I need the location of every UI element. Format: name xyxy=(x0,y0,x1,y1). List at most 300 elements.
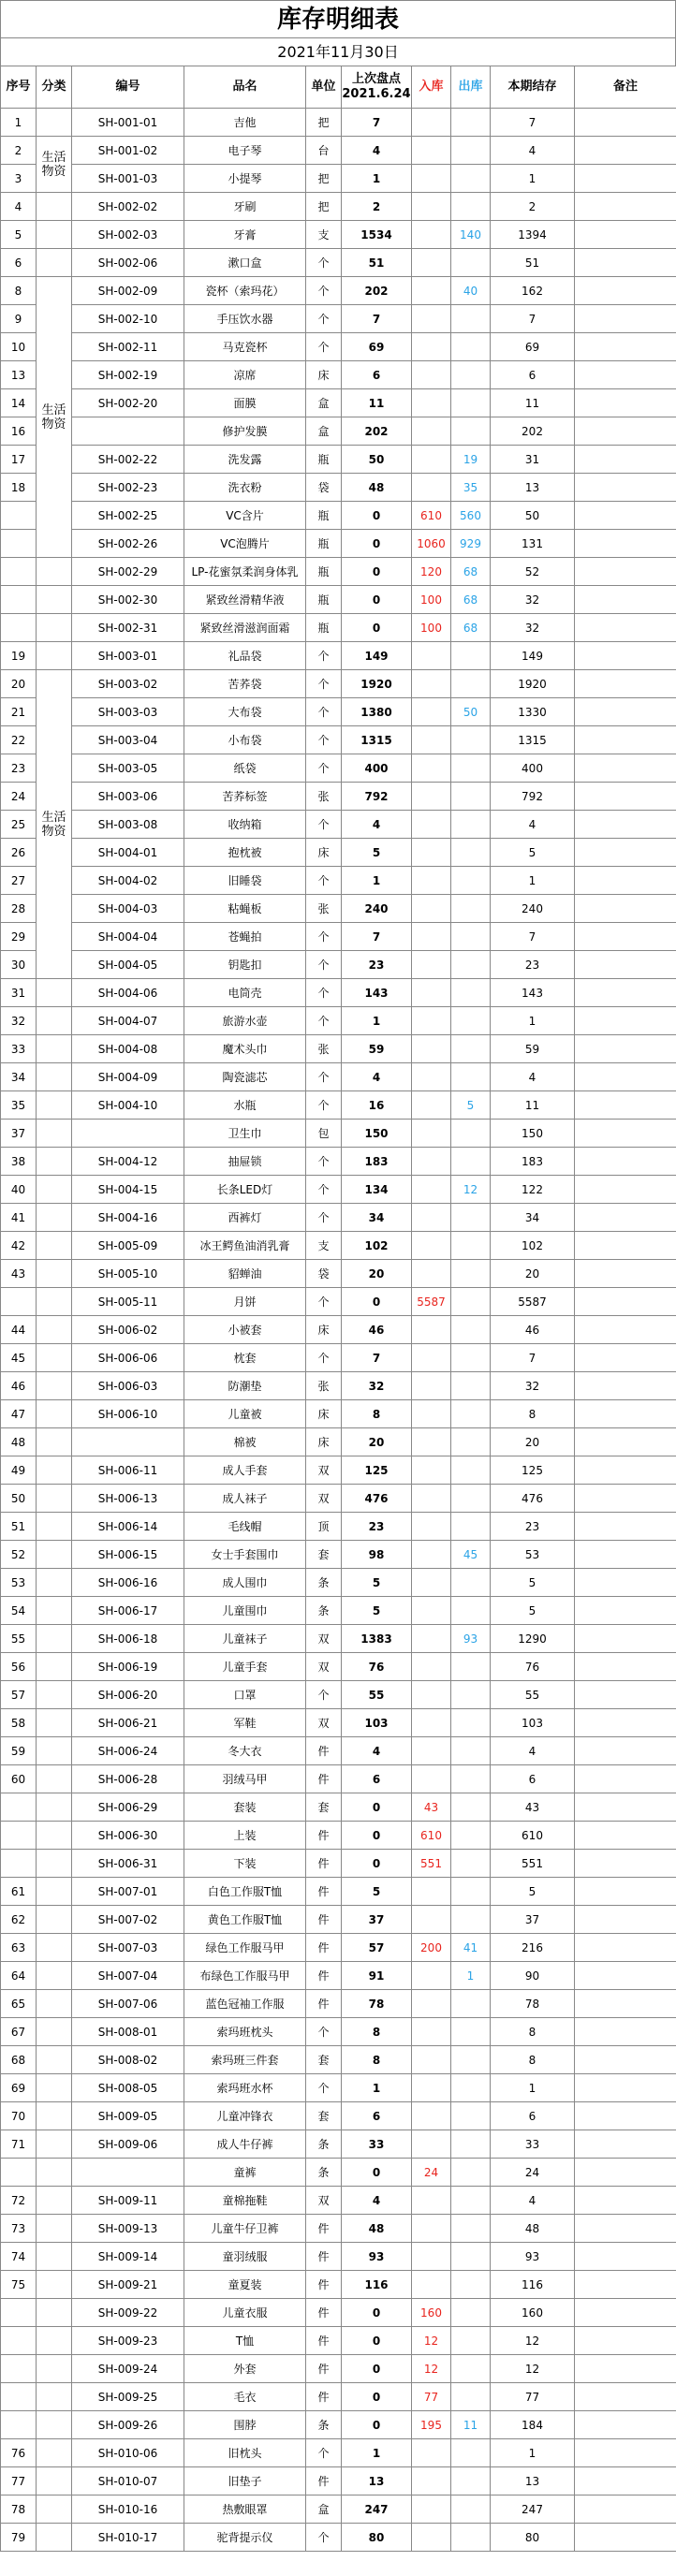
row-out xyxy=(451,1288,491,1316)
row-out xyxy=(451,2467,491,2496)
table-row xyxy=(1,783,676,811)
row-code: SH-006-28 xyxy=(72,1765,184,1793)
row-seq: 74 xyxy=(1,2243,37,2271)
row-last-count: 5 xyxy=(342,1569,412,1597)
row-seq: 64 xyxy=(1,1962,37,1990)
row-remark xyxy=(575,1765,676,1793)
row-name: 粘蝇板 xyxy=(184,895,306,923)
row-unit: 个 xyxy=(306,1063,342,1091)
row-seq: 69 xyxy=(1,2074,37,2102)
row-remark xyxy=(575,1597,676,1625)
row-category xyxy=(37,1962,72,1990)
row-name: 旧睡袋 xyxy=(184,867,306,895)
row-balance: 1290 xyxy=(491,1625,575,1653)
row-balance: 122 xyxy=(491,1176,575,1204)
row-seq: 33 xyxy=(1,1035,37,1063)
table-row xyxy=(1,726,676,754)
row-unit: 个 xyxy=(306,333,342,361)
row-in xyxy=(412,1878,451,1906)
table-row xyxy=(1,1456,676,1485)
row-remark xyxy=(575,2524,676,2552)
row-remark xyxy=(575,614,676,642)
table-row xyxy=(1,839,676,867)
row-seq xyxy=(1,2355,37,2383)
row-in xyxy=(412,2130,451,2159)
row-unit: 双 xyxy=(306,2187,342,2215)
row-last-count: 76 xyxy=(342,1653,412,1681)
row-code: SH-009-22 xyxy=(72,2299,184,2327)
row-balance: 24 xyxy=(491,2159,575,2187)
row-out: 68 xyxy=(451,586,491,614)
row-last-count: 0 xyxy=(342,2327,412,2355)
table-row xyxy=(1,109,676,137)
row-balance: 37 xyxy=(491,1906,575,1934)
row-name: 小被套 xyxy=(184,1316,306,1344)
row-out xyxy=(451,417,491,446)
row-in xyxy=(412,1400,451,1428)
row-in xyxy=(412,1007,451,1035)
row-balance: 240 xyxy=(491,895,575,923)
row-last-count: 1 xyxy=(342,165,412,193)
row-in xyxy=(412,305,451,333)
row-unit: 个 xyxy=(306,698,342,726)
row-name: 马克瓷杯 xyxy=(184,333,306,361)
row-remark xyxy=(575,726,676,754)
row-unit: 床 xyxy=(306,839,342,867)
table-row xyxy=(1,1148,676,1176)
row-balance: 1 xyxy=(491,2439,575,2467)
row-remark xyxy=(575,361,676,389)
row-code: SH-002-20 xyxy=(72,389,184,417)
table-row xyxy=(1,361,676,389)
row-unit: 件 xyxy=(306,1962,342,1990)
row-balance: 20 xyxy=(491,1428,575,1456)
row-seq: 60 xyxy=(1,1765,37,1793)
row-out xyxy=(451,867,491,895)
table-row xyxy=(1,1709,676,1737)
row-code: SH-003-05 xyxy=(72,754,184,783)
row-in: 610 xyxy=(412,1822,451,1850)
row-last-count: 0 xyxy=(342,586,412,614)
row-unit: 个 xyxy=(306,1091,342,1120)
row-last-count: 98 xyxy=(342,1541,412,1569)
row-balance: 6 xyxy=(491,2102,575,2130)
row-remark xyxy=(575,502,676,530)
row-seq xyxy=(1,1288,37,1316)
row-remark xyxy=(575,1400,676,1428)
row-remark xyxy=(575,1063,676,1091)
row-remark xyxy=(575,221,676,249)
table-row xyxy=(1,670,676,698)
row-out xyxy=(451,1906,491,1934)
row-category xyxy=(37,1765,72,1793)
table-row xyxy=(1,2383,676,2411)
table-row xyxy=(1,558,676,586)
row-last-count: 7 xyxy=(342,1344,412,1372)
table-row xyxy=(1,2243,676,2271)
row-code: SH-009-25 xyxy=(72,2383,184,2411)
row-remark xyxy=(575,558,676,586)
row-last-count: 37 xyxy=(342,1906,412,1934)
table-row xyxy=(1,1513,676,1541)
row-unit: 支 xyxy=(306,1232,342,1260)
row-unit: 个 xyxy=(306,277,342,305)
row-out: 68 xyxy=(451,558,491,586)
row-out xyxy=(451,2524,491,2552)
row-category xyxy=(37,2467,72,2496)
row-out xyxy=(451,2271,491,2299)
row-remark xyxy=(575,951,676,979)
row-category xyxy=(37,1793,72,1822)
row-seq: 51 xyxy=(1,1513,37,1541)
row-name: 套装 xyxy=(184,1793,306,1822)
row-name: 儿童冲锋衣 xyxy=(184,2102,306,2130)
row-name: 貂蝉油 xyxy=(184,1260,306,1288)
row-name: 紧致丝滑滋润面霜 xyxy=(184,614,306,642)
row-seq xyxy=(1,1793,37,1822)
row-category xyxy=(37,558,72,586)
row-remark xyxy=(575,670,676,698)
row-seq: 67 xyxy=(1,2018,37,2046)
row-in xyxy=(412,1176,451,1204)
row-name: 成人围巾 xyxy=(184,1569,306,1597)
row-in xyxy=(412,2524,451,2552)
row-code: SH-006-16 xyxy=(72,1569,184,1597)
row-category xyxy=(37,2159,72,2187)
row-code: SH-006-15 xyxy=(72,1541,184,1569)
row-remark xyxy=(575,1428,676,1456)
row-in xyxy=(412,165,451,193)
row-name: 牙刷 xyxy=(184,193,306,221)
row-seq: 73 xyxy=(1,2215,37,2243)
table-row xyxy=(1,2074,676,2102)
row-remark xyxy=(575,1204,676,1232)
row-in xyxy=(412,726,451,754)
row-unit: 床 xyxy=(306,361,342,389)
row-out xyxy=(451,1765,491,1793)
row-balance: 23 xyxy=(491,951,575,979)
row-last-count: 1380 xyxy=(342,698,412,726)
row-unit: 件 xyxy=(306,2299,342,2327)
header-unit: 单位 xyxy=(306,66,342,109)
table-row xyxy=(1,2299,676,2327)
row-category xyxy=(37,1316,72,1344)
row-code: SH-002-03 xyxy=(72,221,184,249)
row-in: 100 xyxy=(412,586,451,614)
row-unit: 件 xyxy=(306,1765,342,1793)
row-last-count: 20 xyxy=(342,1260,412,1288)
row-name: 索玛班枕头 xyxy=(184,2018,306,2046)
row-out xyxy=(451,2383,491,2411)
row-balance: 1 xyxy=(491,867,575,895)
row-category: 生活物资 xyxy=(37,277,72,558)
row-seq: 40 xyxy=(1,1176,37,1204)
row-last-count: 13 xyxy=(342,2467,412,2496)
row-unit: 个 xyxy=(306,1007,342,1035)
row-balance: 247 xyxy=(491,2496,575,2524)
row-in xyxy=(412,2018,451,2046)
row-unit: 个 xyxy=(306,2524,342,2552)
row-in xyxy=(412,193,451,221)
row-unit: 把 xyxy=(306,165,342,193)
row-code: SH-006-21 xyxy=(72,1709,184,1737)
row-unit: 双 xyxy=(306,1456,342,1485)
row-out xyxy=(451,1822,491,1850)
row-unit: 条 xyxy=(306,2159,342,2187)
row-name: 蓝色冠袖工作服 xyxy=(184,1990,306,2018)
row-code: SH-004-12 xyxy=(72,1148,184,1176)
row-in xyxy=(412,2187,451,2215)
table-row xyxy=(1,2327,676,2355)
row-out xyxy=(451,1793,491,1822)
row-balance: 20 xyxy=(491,1260,575,1288)
row-last-count: 4 xyxy=(342,1737,412,1765)
row-name: 毛衣 xyxy=(184,2383,306,2411)
row-seq: 71 xyxy=(1,2130,37,2159)
row-remark xyxy=(575,1288,676,1316)
row-name: 魔术头巾 xyxy=(184,1035,306,1063)
row-seq: 19 xyxy=(1,642,37,670)
sheet-title: 库存明细表 xyxy=(0,0,676,37)
row-unit: 双 xyxy=(306,1485,342,1513)
row-name: 儿童牛仔卫裤 xyxy=(184,2215,306,2243)
row-in: 12 xyxy=(412,2327,451,2355)
row-out xyxy=(451,1035,491,1063)
row-in xyxy=(412,1063,451,1091)
row-category xyxy=(37,2411,72,2439)
row-remark xyxy=(575,1260,676,1288)
row-remark xyxy=(575,2327,676,2355)
table-row xyxy=(1,2130,676,2159)
row-out xyxy=(451,193,491,221)
row-code: SH-009-23 xyxy=(72,2327,184,2355)
row-last-count: 202 xyxy=(342,417,412,446)
row-code: SH-010-06 xyxy=(72,2439,184,2467)
row-remark xyxy=(575,1091,676,1120)
row-unit: 套 xyxy=(306,2046,342,2074)
row-category xyxy=(37,249,72,277)
row-last-count: 78 xyxy=(342,1990,412,2018)
row-out: 929 xyxy=(451,530,491,558)
row-seq: 30 xyxy=(1,951,37,979)
row-unit: 条 xyxy=(306,1569,342,1597)
row-seq: 55 xyxy=(1,1625,37,1653)
row-balance: 46 xyxy=(491,1316,575,1344)
row-remark xyxy=(575,1822,676,1850)
row-seq: 43 xyxy=(1,1260,37,1288)
table-row xyxy=(1,389,676,417)
row-seq: 8 xyxy=(1,277,37,305)
row-last-count: 51 xyxy=(342,249,412,277)
row-category xyxy=(37,1878,72,1906)
row-category xyxy=(37,1737,72,1765)
row-remark xyxy=(575,333,676,361)
row-last-count: 0 xyxy=(342,614,412,642)
row-unit: 袋 xyxy=(306,474,342,502)
header-last-date: 2021.6.24 xyxy=(342,87,411,101)
row-in: 195 xyxy=(412,2411,451,2439)
row-out xyxy=(451,361,491,389)
row-last-count: 1 xyxy=(342,867,412,895)
row-seq: 35 xyxy=(1,1091,37,1120)
row-unit: 个 xyxy=(306,754,342,783)
row-code: SH-001-01 xyxy=(72,109,184,137)
table-row xyxy=(1,586,676,614)
row-out xyxy=(451,642,491,670)
row-name: 牙膏 xyxy=(184,221,306,249)
row-out xyxy=(451,754,491,783)
row-name: 黄色工作服T恤 xyxy=(184,1906,306,1934)
row-code: SH-009-06 xyxy=(72,2130,184,2159)
header-remark: 备注 xyxy=(575,66,676,109)
row-name: 卫生巾 xyxy=(184,1120,306,1148)
row-code: SH-010-07 xyxy=(72,2467,184,2496)
row-out xyxy=(451,726,491,754)
row-last-count: 125 xyxy=(342,1456,412,1485)
row-category xyxy=(37,1063,72,1091)
row-unit: 张 xyxy=(306,783,342,811)
row-category xyxy=(37,1204,72,1232)
row-unit: 床 xyxy=(306,1400,342,1428)
row-seq xyxy=(1,614,37,642)
row-unit: 个 xyxy=(306,1344,342,1372)
row-name: 军鞋 xyxy=(184,1709,306,1737)
row-code: SH-002-11 xyxy=(72,333,184,361)
row-balance: 23 xyxy=(491,1513,575,1541)
row-remark xyxy=(575,1541,676,1569)
row-name: 电子琴 xyxy=(184,137,306,165)
row-last-count: 5 xyxy=(342,1597,412,1625)
row-name: 洗发露 xyxy=(184,446,306,474)
row-out xyxy=(451,951,491,979)
row-seq xyxy=(1,2159,37,2187)
row-category xyxy=(37,586,72,614)
table-row xyxy=(1,502,676,530)
row-name: 洗衣粉 xyxy=(184,474,306,502)
row-remark xyxy=(575,1120,676,1148)
table-row xyxy=(1,1793,676,1822)
row-remark xyxy=(575,2215,676,2243)
row-unit: 瓶 xyxy=(306,586,342,614)
row-code: SH-003-08 xyxy=(72,811,184,839)
row-remark xyxy=(575,249,676,277)
row-last-count: 0 xyxy=(342,502,412,530)
row-in xyxy=(412,698,451,726)
row-category xyxy=(37,1681,72,1709)
row-in xyxy=(412,361,451,389)
row-remark xyxy=(575,1456,676,1485)
row-in: 610 xyxy=(412,502,451,530)
table-row xyxy=(1,1765,676,1793)
row-out xyxy=(451,783,491,811)
row-unit: 件 xyxy=(306,2271,342,2299)
row-remark xyxy=(575,642,676,670)
row-in: 160 xyxy=(412,2299,451,2327)
row-seq: 17 xyxy=(1,446,37,474)
row-unit: 个 xyxy=(306,1681,342,1709)
row-remark xyxy=(575,2187,676,2215)
row-balance: 7 xyxy=(491,109,575,137)
row-in xyxy=(412,1962,451,1990)
row-balance: 7 xyxy=(491,923,575,951)
row-out xyxy=(451,1063,491,1091)
row-unit: 双 xyxy=(306,1709,342,1737)
row-unit: 个 xyxy=(306,951,342,979)
row-balance: 50 xyxy=(491,502,575,530)
row-balance: 69 xyxy=(491,333,575,361)
row-in xyxy=(412,2496,451,2524)
row-out xyxy=(451,2187,491,2215)
row-remark xyxy=(575,2299,676,2327)
row-name: 陶瓷滤芯 xyxy=(184,1063,306,1091)
row-remark xyxy=(575,1316,676,1344)
row-out xyxy=(451,1737,491,1765)
row-name: 旧枕头 xyxy=(184,2439,306,2467)
table-row xyxy=(1,2187,676,2215)
row-remark xyxy=(575,586,676,614)
row-in: 1060 xyxy=(412,530,451,558)
row-category xyxy=(37,2439,72,2467)
row-seq: 68 xyxy=(1,2046,37,2074)
table-row xyxy=(1,1962,676,1990)
row-unit: 件 xyxy=(306,1737,342,1765)
row-last-count: 1920 xyxy=(342,670,412,698)
row-remark xyxy=(575,895,676,923)
row-seq: 50 xyxy=(1,1485,37,1513)
row-name: 西裤灯 xyxy=(184,1204,306,1232)
row-out xyxy=(451,2496,491,2524)
row-category xyxy=(37,642,72,670)
row-remark xyxy=(575,417,676,446)
row-seq: 38 xyxy=(1,1148,37,1176)
row-last-count: 0 xyxy=(342,558,412,586)
row-balance: 4 xyxy=(491,1737,575,1765)
row-code: SH-004-16 xyxy=(72,1204,184,1232)
row-name: 冬大衣 xyxy=(184,1737,306,1765)
table-row xyxy=(1,1737,676,1765)
row-out xyxy=(451,2243,491,2271)
row-code: SH-005-10 xyxy=(72,1260,184,1288)
row-seq: 9 xyxy=(1,305,37,333)
row-last-count: 0 xyxy=(342,2355,412,2383)
row-in xyxy=(412,2271,451,2299)
row-in xyxy=(412,221,451,249)
table-row xyxy=(1,446,676,474)
row-balance: 11 xyxy=(491,1091,575,1120)
row-last-count: 48 xyxy=(342,474,412,502)
table-row xyxy=(1,2439,676,2467)
row-remark xyxy=(575,1569,676,1597)
row-code: SH-005-11 xyxy=(72,1288,184,1316)
row-seq: 6 xyxy=(1,249,37,277)
row-remark xyxy=(575,1035,676,1063)
row-last-count: 149 xyxy=(342,642,412,670)
row-name: T恤 xyxy=(184,2327,306,2355)
row-balance: 131 xyxy=(491,530,575,558)
row-out xyxy=(451,2327,491,2355)
row-out: 93 xyxy=(451,1625,491,1653)
header-in: 入库 xyxy=(412,66,451,109)
row-seq xyxy=(1,1822,37,1850)
row-code: SH-006-24 xyxy=(72,1737,184,1765)
row-name: 苦荞袋 xyxy=(184,670,306,698)
table-row xyxy=(1,530,676,558)
row-unit: 床 xyxy=(306,1428,342,1456)
row-last-count: 0 xyxy=(342,1850,412,1878)
row-out xyxy=(451,1204,491,1232)
row-code: SH-004-08 xyxy=(72,1035,184,1063)
row-seq: 25 xyxy=(1,811,37,839)
